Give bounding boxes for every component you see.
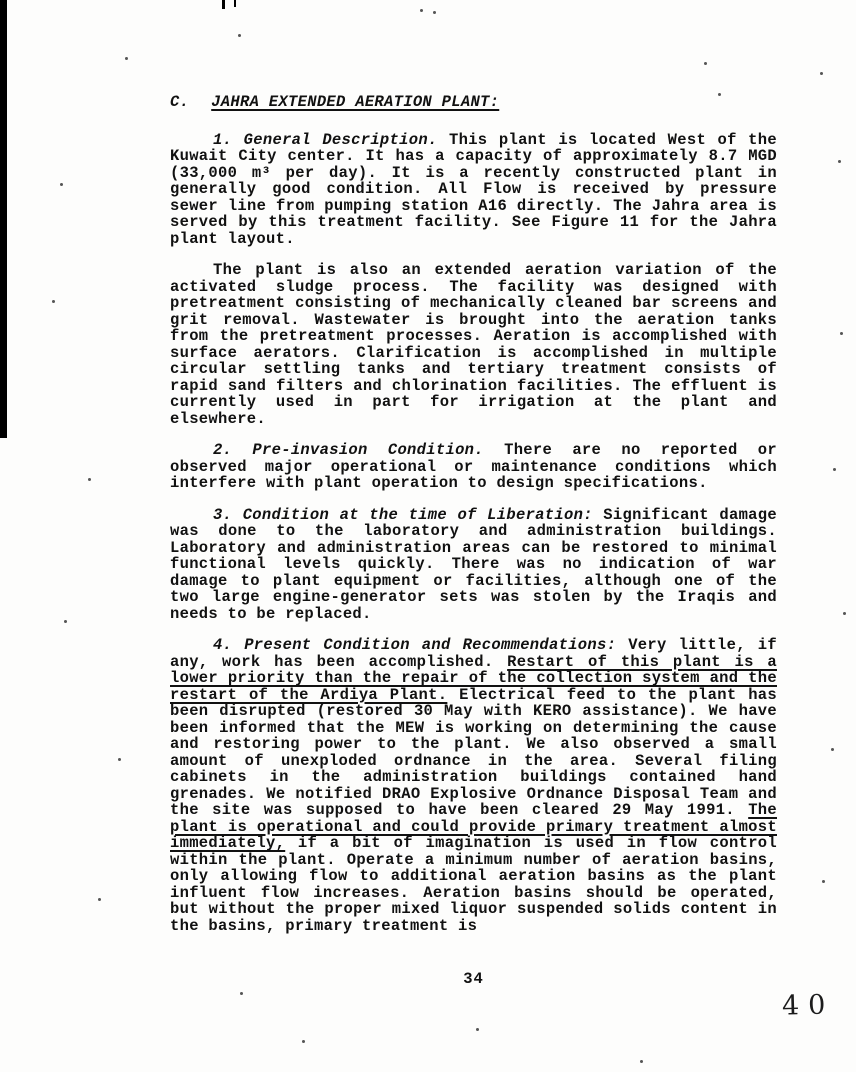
document-body [170, 94, 777, 934]
scan-speck [125, 57, 128, 60]
section-label: C. [170, 93, 190, 111]
scan-speck [476, 1028, 479, 1031]
scan-artifact-tick [234, 0, 236, 7]
italic-text: 3. Condition at the time of Liberation: [213, 505, 593, 524]
text-run: Electrical feed to the plant has been disrupted (restored 30 May with KERO assistance). We have been informed that the MEW is working on determining the cause and restoring power to the plant. We also observed a small amount of unexploded ordnance in the area. Several filing cabinets in the administration buildings contained hand grenades. We notified DRAO Explosive Ordnance Disposal Team and the site was supposed to have been cleared 29 May 1991. [170, 685, 778, 819]
scan-speck [843, 612, 846, 615]
scan-speck [838, 160, 841, 163]
section-title: JAHRA EXTENDED AERATION PLANT: [211, 93, 500, 111]
scan-speck [822, 880, 825, 883]
scan-artifact-tick [222, 0, 225, 9]
scan-speck [640, 1060, 643, 1063]
text-run: There are no reported or observed major operational or maintenance conditions which interfere with plant operation to design specifications. [170, 441, 777, 492]
text-run: Significant damage was done to the laboratory and administration buildings. Laboratory and administration areas can be restored to minimal functional levels quickly. There was no indication of war damage to plant equipment or facilities, although one of the two large engine-generator sets was stolen by the Iraqis and needs to be replaced. [170, 505, 777, 623]
paragraph [170, 637, 777, 934]
paragraphs-container [170, 132, 777, 935]
paragraph [170, 507, 777, 623]
scan-speck [820, 72, 823, 75]
scan-speck [118, 758, 121, 761]
scan-speck [420, 9, 423, 12]
scan-artifact-left-bar [0, 0, 7, 438]
italic-text: 4. Present Condition and Recommendations: [213, 636, 617, 654]
underlined-text: The plant is operational and could provide primary treatment almost immediately, [170, 801, 777, 852]
scan-speck [98, 898, 101, 901]
scan-speck [302, 1040, 305, 1043]
text-run: Very little, if any, work has been accomplished. [170, 636, 778, 671]
paragraph [170, 262, 777, 427]
scan-speck [840, 332, 843, 335]
underlined-text: Restart of this plant is a lower priority than the repair of the collection system and the restart of the Ardiya Plant. [170, 652, 777, 704]
page-number: 34 [463, 970, 484, 988]
scan-speck [833, 468, 836, 471]
scan-speck [240, 992, 243, 995]
italic-text: 1. General Description. [213, 130, 438, 149]
scan-speck [64, 620, 67, 623]
text-run: This plant is located West of the Kuwait City center. It has a capacity of approximately 8.7 MGD (33,000 m³ per day). It is a recently constructed plant in generally good condition. All Flow is received by pressure sewer line from pumping station A16 directly. The Jahra area is served by this treatment facility. See Figure 11 for the Jahra plant layout. [170, 130, 777, 248]
scan-speck [433, 11, 436, 14]
scan-speck [60, 183, 63, 186]
paragraph [170, 442, 777, 492]
scan-speck [704, 62, 707, 65]
paragraph [170, 132, 777, 248]
text-run: if a bit of imagination is used in flow control within the plant. Operate a minimum number of aeration basins, only allowing flow to additional aeration basins as the plant influent flow increases. Aeration basins should be operated, but without the proper mixed liquor suspended solids content in the basins, primary treatment is [170, 834, 777, 935]
scan-speck [238, 34, 241, 37]
text-run: The plant is also an extended aeration variation of the activated sludge process. The facility was designed with pretreatment consisting of mechanically cleaned bar screens and grit removal. Wastewater is brought into the aeration tanks from the pretreatment processes. Aeration is accomplished with surface aerators. Clarification is accomplished in multiple circular settling tanks and tertiary treatment consists of rapid sand filters and chlorination facilities. The effluent is currently used in part for irrigation at the plant and elsewhere. [170, 261, 777, 428]
italic-text: 2. Pre-invasion Condition. [213, 441, 484, 459]
scan-speck [831, 748, 834, 751]
corner-annotation: 40 [781, 989, 835, 1022]
scan-speck [52, 300, 55, 303]
scan-speck [88, 478, 91, 481]
section-heading [170, 94, 777, 111]
